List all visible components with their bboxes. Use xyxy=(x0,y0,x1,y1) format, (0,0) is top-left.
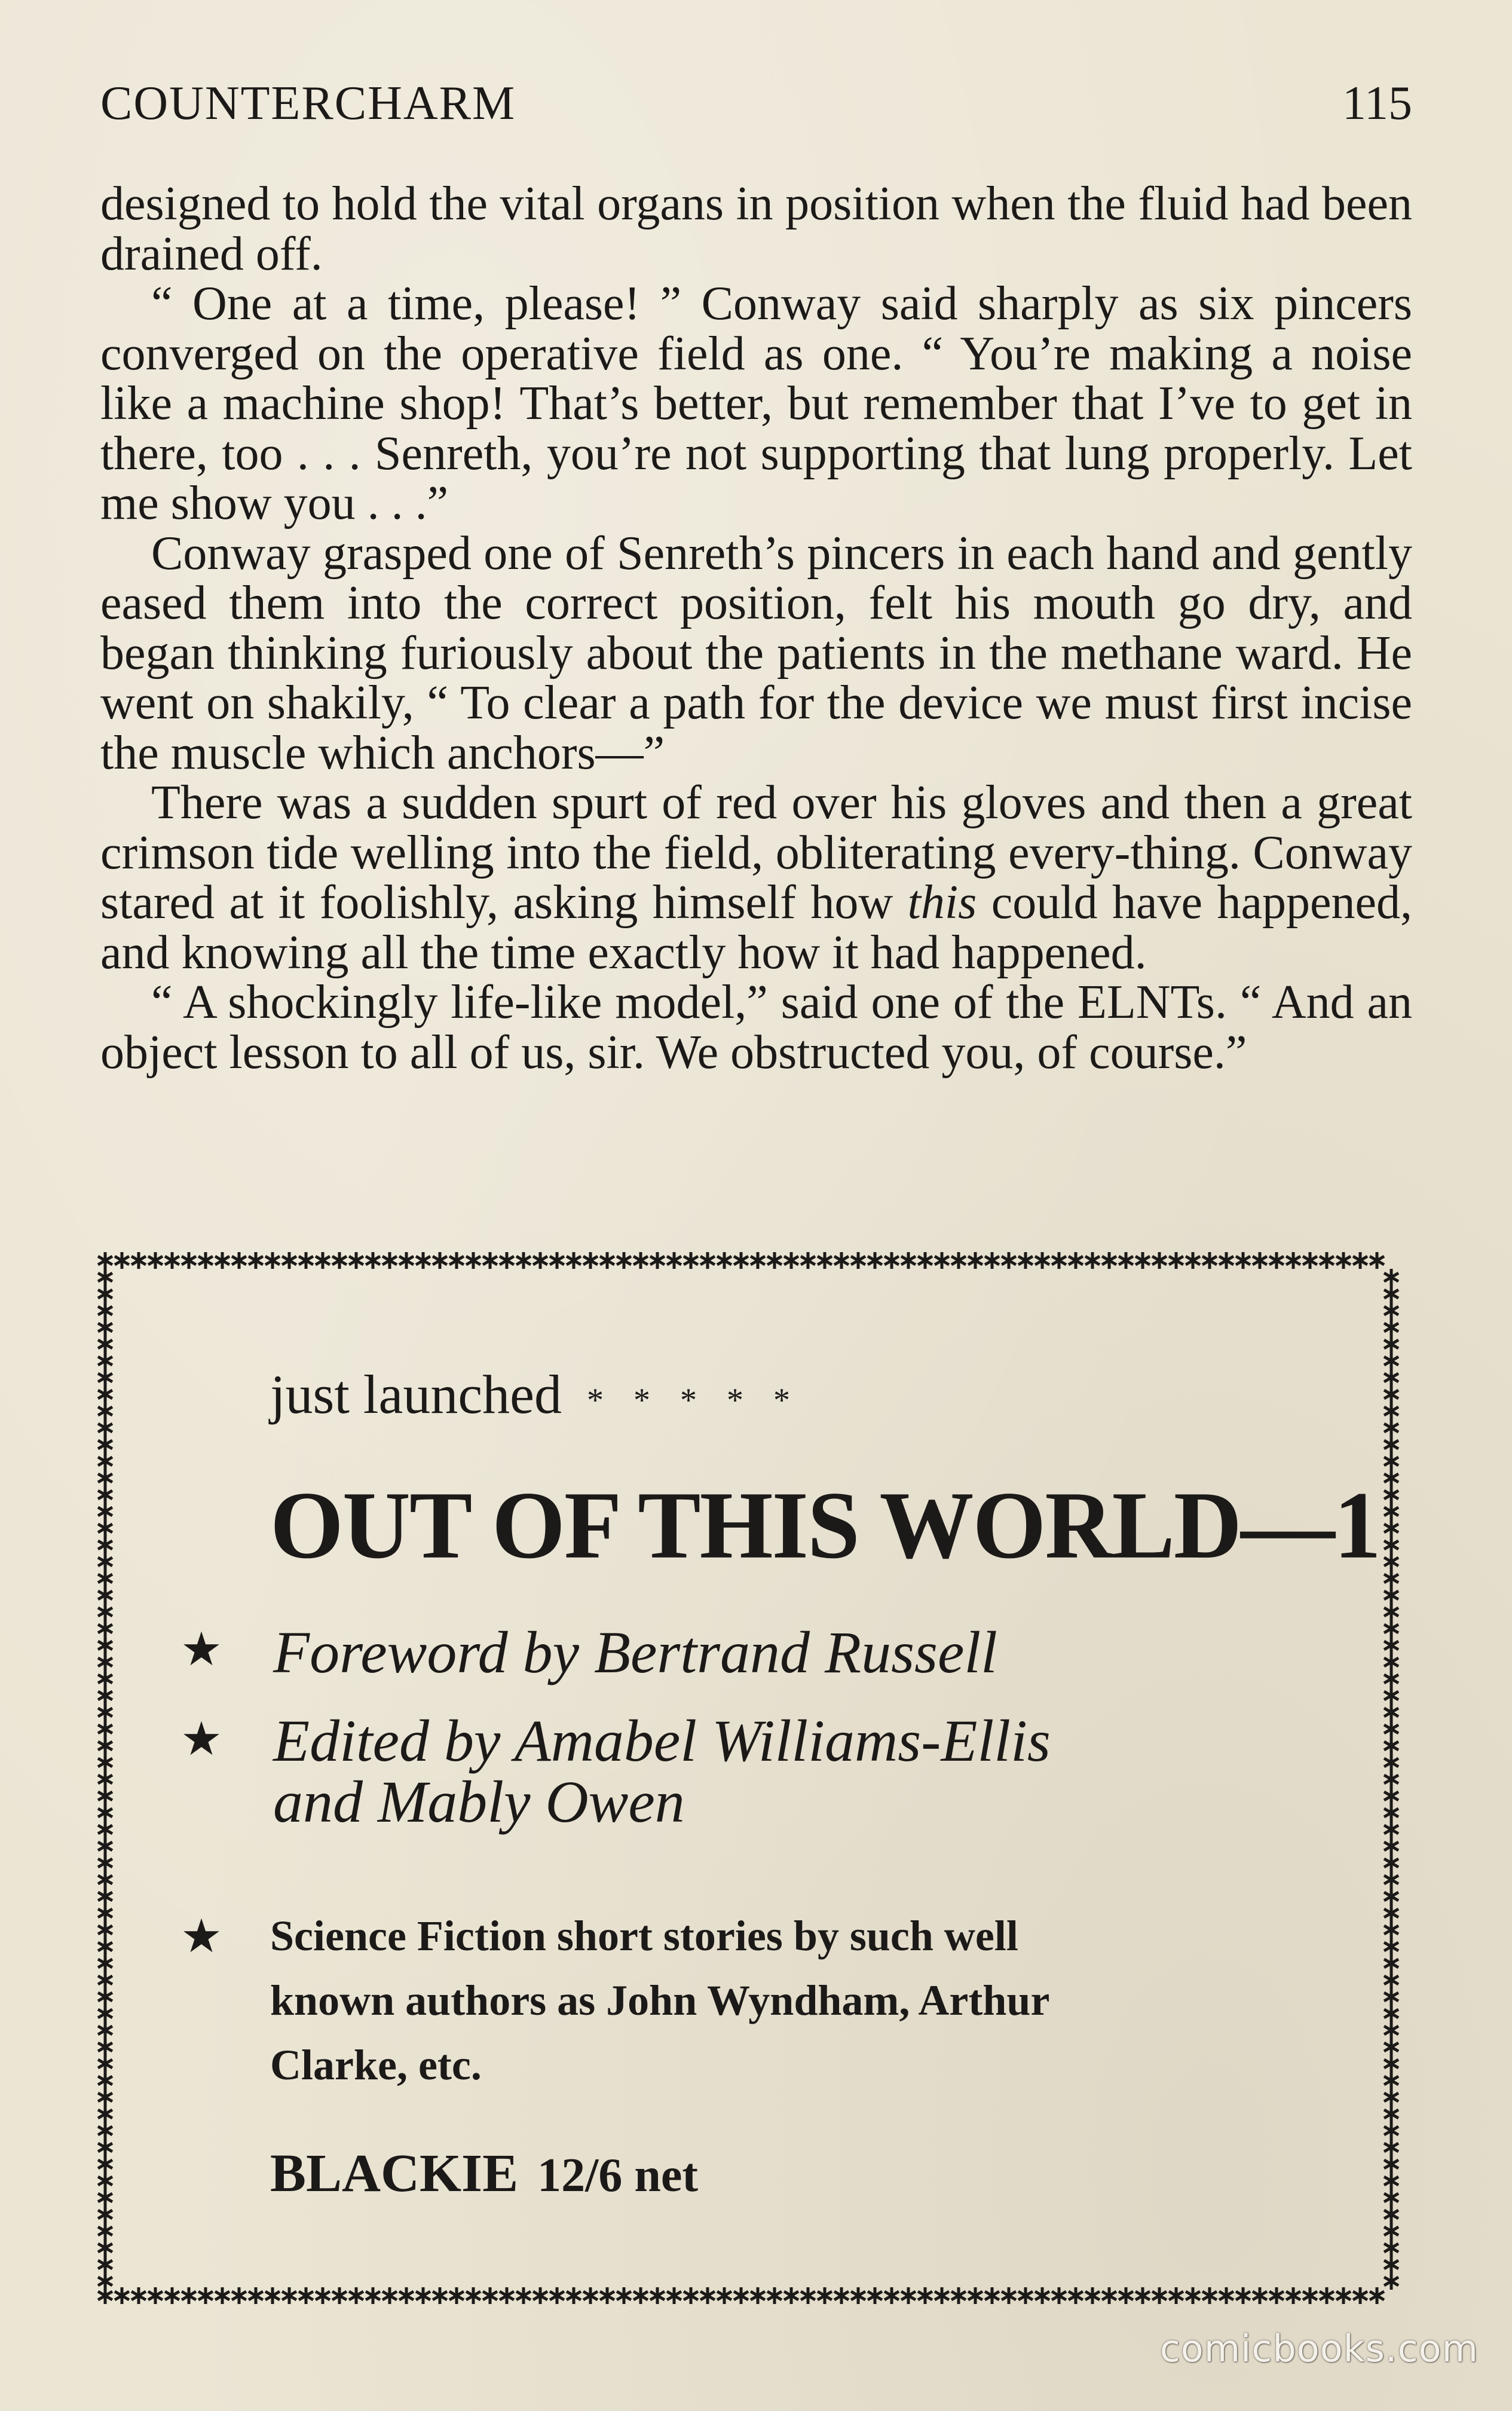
kicker-stars: * * * * * xyxy=(587,1381,801,1419)
paragraph-5: “ A shockingly life-like model,” said one of the ELNTs. “ And an object lesson to all of us, sir. We obstructed you, of course.” xyxy=(100,976,1412,1079)
book-advertisement xyxy=(91,1246,1406,2310)
kicker-line xyxy=(270,1363,801,1426)
paragraph-4-emphasis: this xyxy=(907,876,977,929)
running-header xyxy=(100,77,1412,136)
paragraph-4-text-b: could have happened, and knowing all the time exactly how it had happened. xyxy=(100,876,1412,979)
running-title: COUNTERCHARM xyxy=(100,77,516,130)
paragraph-3: Conway grasped one of Senreth’s pincers in each hand and gently eased them into the correct position, felt his mouth go dry, and began thinking furiously about the patients in the methane ward. He went on shakily, “ To clear a path for the device we must first incise the muscle which anchors—” xyxy=(100,527,1412,779)
price: 12/6 net xyxy=(537,2149,698,2202)
star-bullet-icon: ★ xyxy=(180,1623,222,1675)
editor-credit-line-1: Edited by Amabel Williams-Ellis xyxy=(273,1708,1051,1774)
foreword-credit: Foreword by Bertrand Russell xyxy=(273,1619,997,1685)
publisher-name: BLACKIE xyxy=(270,2144,519,2203)
kicker-text: just launched xyxy=(270,1364,562,1425)
page-number: 115 xyxy=(1342,77,1412,130)
paragraph-2: “ One at a time, please! ” Conway said sharply as six pincers converged on the operative field as one. “ You’re making a noise like a machine shop! That’s better, but remember that I’ve to get in there, too . . . Senreth, you’re not supporting that lung properly. Let me show you . . .” xyxy=(100,277,1412,530)
paragraph-4-text-a: There was a sudden spurt of red over his gloves and then a great crimson tide welling into the field, obliterating every-thing. Conway stared at it foolishly, asking himself how xyxy=(100,776,1412,929)
stories-description-line-2: known authors as John Wyndham, Arthur xyxy=(270,1976,1050,2024)
advertisement-content xyxy=(91,1246,1406,2310)
star-bullet-icon: ★ xyxy=(180,1910,222,1962)
stories-description-line-3: Clarke, etc. xyxy=(270,2041,482,2089)
watermark-logo: comicbooks.com xyxy=(1159,2327,1479,2370)
star-bullet-icon: ★ xyxy=(180,1713,222,1765)
paragraph-1: designed to hold the vital organs in position when the fluid had been drained off. xyxy=(100,178,1412,280)
story-text xyxy=(100,179,1412,1078)
publisher-price-line xyxy=(270,2143,698,2204)
stories-description-line-1: Science Fiction short stories by such well xyxy=(270,1912,1018,1960)
paragraph-4 xyxy=(100,778,1412,978)
editor-credit-line-2: and Mably Owen xyxy=(273,1769,685,1835)
book-title: OUT OF THIS WORLD—1 xyxy=(270,1472,1380,1579)
